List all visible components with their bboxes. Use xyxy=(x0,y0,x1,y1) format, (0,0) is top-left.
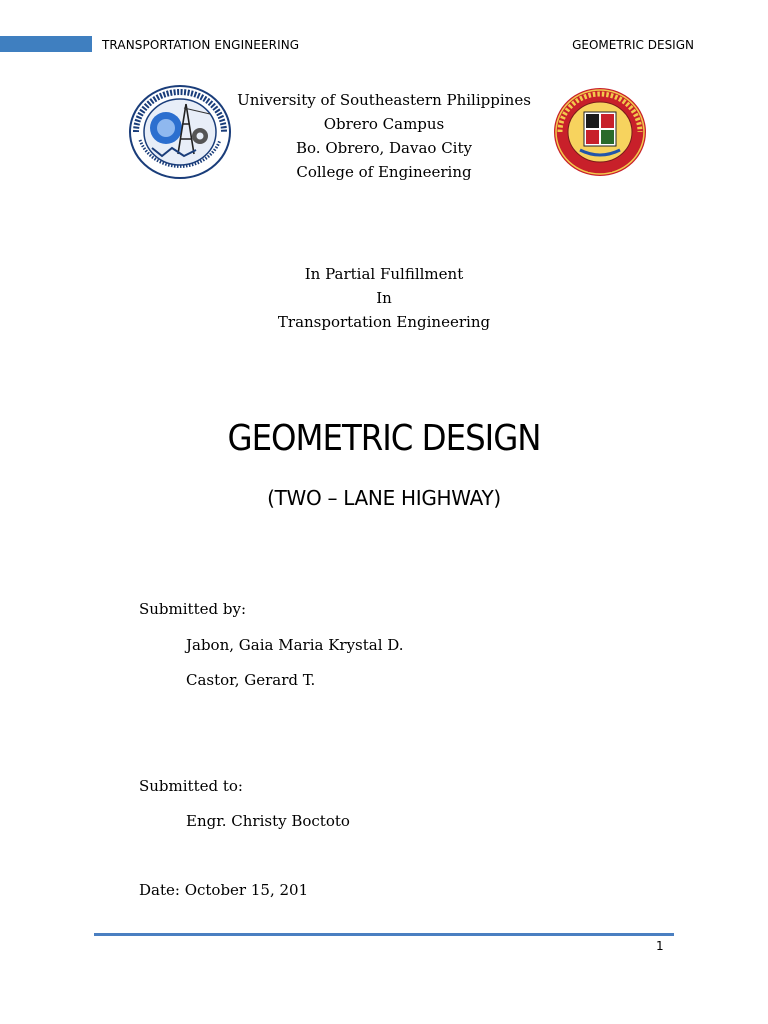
footer-divider xyxy=(94,933,674,936)
campus-name: Obrero Campus xyxy=(323,115,445,133)
fulfillment-line-1: In Partial Fulfillment xyxy=(304,265,464,283)
page-number: 1 xyxy=(656,939,664,953)
header-course-title: TRANSPORTATION ENGINEERING xyxy=(102,38,300,52)
campus-address: Bo. Obrero, Davao City xyxy=(296,139,472,157)
document-subtitle: (TWO – LANE HIGHWAY) xyxy=(267,486,501,510)
institution-block xyxy=(0,88,768,184)
author-name: Castor, Gerard T. xyxy=(186,671,316,689)
submission-date: Date: October 15, 201 xyxy=(139,881,309,899)
submitted-to-label: Submitted to: xyxy=(139,777,243,795)
university-name: University of Southeastern Philippines xyxy=(237,91,531,109)
instructor-name: Engr. Christy Boctoto xyxy=(186,812,350,830)
fulfillment-line-3: Transportation Engineering xyxy=(277,313,491,331)
header-document-title: GEOMETRIC DESIGN xyxy=(572,38,694,52)
fulfillment-line-2: In xyxy=(376,289,392,307)
fulfillment-block xyxy=(0,262,768,334)
header-accent-bar xyxy=(0,36,92,52)
document-title: GEOMETRIC DESIGN xyxy=(227,418,541,459)
author-name: Jabon, Gaia Maria Krystal D. xyxy=(186,636,404,654)
submitted-by-label: Submitted by: xyxy=(139,600,246,618)
college-name: College of Engineering xyxy=(296,163,472,181)
